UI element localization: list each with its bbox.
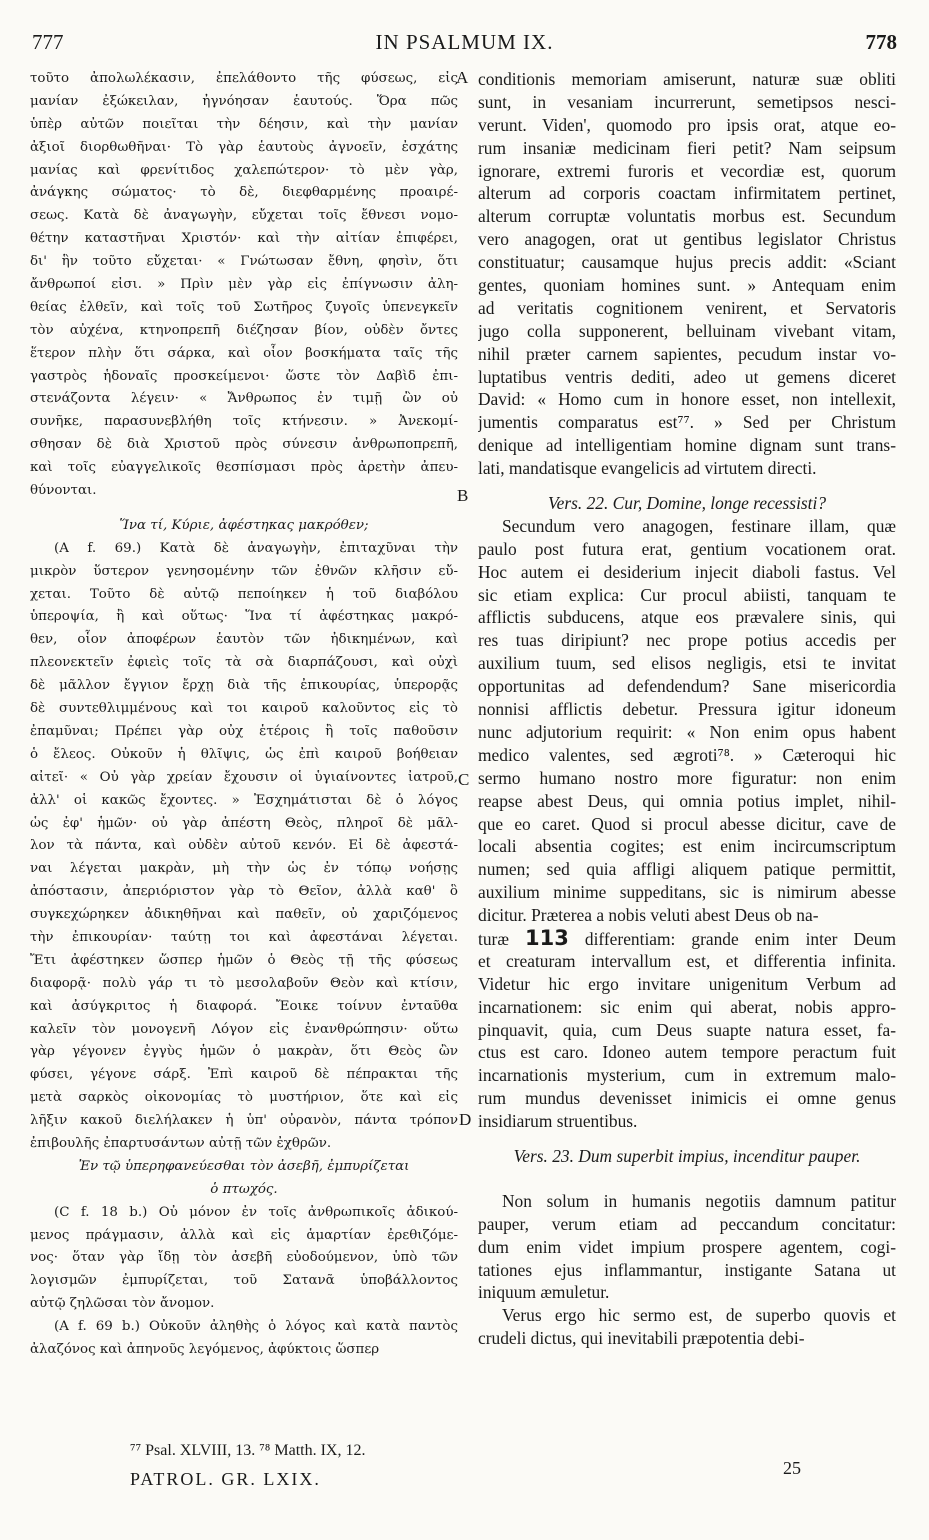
text-line: auxilium minime suppeditans, sic is nimirum abesse bbox=[478, 882, 896, 903]
text-line: verunt. Viden', quomodo pro ipsis orat, atque eo- bbox=[478, 114, 896, 135]
text-line: constituatur; causamque hujus precis addit: «Sciant bbox=[478, 252, 896, 273]
text-line: θέτην καταστῆναι Χριστόν· καὶ τὴν αἰτίαν ἐπιφέρει, bbox=[30, 231, 458, 247]
text-line: sermo humano nostro more figuratur: non enim bbox=[478, 767, 896, 788]
text-line: pauper, verum etiam ad peccandum concitatur: bbox=[478, 1213, 896, 1234]
text-line: paulo post futura erat, gentium vocationem orat. bbox=[478, 538, 896, 559]
text-line: λον τὰ πάντα, καὶ οὐδὲν αὐτοῦ κενόν. Εἰ δὲ ἀφεστά- bbox=[30, 838, 458, 854]
spacer bbox=[478, 1133, 896, 1145]
margin-letter-c: C bbox=[458, 770, 470, 789]
page-number-left: 777 bbox=[32, 30, 64, 54]
text-line: καὶ τοῖς εὐαγγελικοῖς θεσπίσμασι πρὸς ἀρετὴν ἀπευ- bbox=[30, 460, 458, 476]
text-line: afflictis subducens, atque eos prævalere sinis, qui bbox=[478, 607, 896, 628]
latin-verse-heading-23: Vers. 23. Dum superbit impius, incenditur pauper. bbox=[513, 1145, 861, 1166]
latin-text: differentiam: grande enim inter Deum bbox=[584, 928, 896, 949]
text-line: ἐπιβουλῆς ἐπαρτυσάντων αὐτῇ τῶν ἐχθρῶν. bbox=[30, 1135, 332, 1151]
greek-paragraph-3 bbox=[30, 1202, 458, 1316]
text-line: μικρὸν ὕστερον γενησομένην τῶν ἐθνῶν κλῆσιν εὔ- bbox=[30, 563, 458, 579]
text-line: Secundum vero anagogen, festinare illam, quæ bbox=[502, 515, 896, 536]
text-line: χεται. Τοῦτο δὲ αὐτῷ πεποίηκεν ἡ τοῦ διαβόλου bbox=[30, 586, 458, 602]
text-line: Hoc autem ei desiderium injecit diaboli fastus. Vel bbox=[478, 561, 896, 582]
spacer bbox=[478, 480, 896, 492]
text-line: τὸν αὐχένα, κτηνοπρεπῆ διέζησαν βίον, οὐδὲν ὄντες bbox=[30, 322, 458, 338]
latin-text: turæ bbox=[478, 928, 509, 949]
text-line: συνῆκε, παρασυνεβλήθη τοῖς κτήνεσιν. » Ἀνεκομί- bbox=[30, 414, 458, 430]
latin-paragraph-2 bbox=[478, 515, 896, 927]
text-line: ἀλλ' οἱ κακῶς ἔχοντες. » Ἐσχημάτισται δὲ ὁ λόγος bbox=[30, 792, 458, 808]
greek-paragraph-2 bbox=[30, 538, 458, 1156]
text-line: rum mundus devenisset inimicis ei omne genus bbox=[478, 1088, 896, 1109]
text-line: alterum corruptæ voluntatis morbus est. Secundum bbox=[478, 206, 896, 227]
text-line: γὰρ γέγονεν ἐγγὺς ἡμῶν ὁ μακρὰν, ὅτι Θεὸς ὢν bbox=[30, 1044, 458, 1060]
text-line: θεν, οἷον ἀποφέρων ἑαυτὸν τῶν ἠδικημένων, καὶ bbox=[30, 632, 458, 648]
text-line: dicitur. Præterea a nobis veluti abest Deus ob na- bbox=[478, 905, 819, 926]
greek-verse-heading-22: Ἵνα τί, Κύριε, ἀφέστηκας μακρόθεν; bbox=[119, 517, 369, 533]
latin-paragraph-4 bbox=[478, 1304, 896, 1350]
text-line: δὲ συντεθλιμμένους καὶ τοι καιροῦ καλοῦντος εἰς τὸ bbox=[30, 701, 458, 717]
text-line: ναι λέγεται μακρὰν, μὴ τὴν ὡς ἐν τόπῳ νοήσῃς bbox=[30, 861, 458, 877]
text-line: καλεῖν τὸν μονογενῆ Λόγον εἰς ἐνανθρώπησιν· οὕτω bbox=[30, 1021, 458, 1037]
text-line: γαστρὸς ἡδοναῖς προσκείμενοι· ὥστε τὸν Δαβὶδ ἐπι- bbox=[30, 368, 458, 384]
text-line: tationes ejus inflammantur, instigante Satana ut bbox=[478, 1259, 896, 1280]
text-line: Ἔτι ἀφέστηκεν ὥσπερ ἡμῶν ὁ Θεὸς τῇ τῆς φύσεως bbox=[30, 952, 458, 968]
text-line: nihil præter carnem sapientes, pecudum instar vo- bbox=[478, 343, 896, 364]
text-line: ignorare, extremi furoris et vecordiæ est, quorum bbox=[478, 160, 896, 181]
text-line: θείας ἐλθεῖν, καὶ τοῖς τοῦ Σωτῆρος ζυγοῖς ὑπενεγκεῖν bbox=[30, 299, 458, 315]
text-line: iniquum æmuletur. bbox=[478, 1282, 610, 1303]
text-line: alterum ad corporis coactam infirmitatem pertinet, bbox=[478, 183, 896, 204]
text-line: ἕτερον πλὴν ὅτι σάρκα, καὶ οἷον βοσκήματα ταῖς τῆς bbox=[30, 345, 458, 361]
text-line: ἀπόστασιν, ἀπεριόριστον γὰρ τὸ Θεῖον, ἀλλὰ καθ' ὃ bbox=[30, 884, 458, 900]
text-line: sunt, in vesaniam incurrerunt, semetipsos nesci- bbox=[478, 91, 896, 112]
greek-verse-heading-23-cont: ὁ πτωχός. bbox=[210, 1181, 278, 1197]
text-line: nunc adjutorium requirit: « Non enim opus habent bbox=[478, 721, 896, 742]
text-line: αἰτεῖ· « Οὐ γὰρ χρείαν ἔχουσιν οἱ ὑγιαίνοντες ἰατροῦ, bbox=[30, 769, 458, 785]
latin-paragraph-1 bbox=[478, 68, 896, 480]
text-line: pinquavit, quia, cum Deus suapte natura esset, fa- bbox=[478, 1019, 896, 1040]
text-line: μετὰ σαρκὸς οἰκονομίας τὸ μυστήριον, ὅτε καὶ εἰς bbox=[30, 1090, 458, 1106]
text-line: auxilium tuum, sed elisos negligis, etsi te invitat bbox=[478, 653, 896, 674]
text-line: conditionis memoriam amiserunt, naturæ suæ obliti bbox=[478, 69, 896, 89]
latin-paragraph-3 bbox=[478, 1190, 896, 1304]
text-line: crudeli dictus, qui inevitabili præpotentia debi- bbox=[478, 1328, 805, 1349]
running-title: IN PSALMUM IX. bbox=[375, 30, 554, 54]
text-line: (A f. 69.) Κατὰ δὲ ἀναγωγὴν, ἐπιταχῦναι τὴν bbox=[54, 540, 458, 556]
text-line: δι' ἣν τοῦτο εὔχεται· « Γνώτωσαν ἔθνη, φησὶν, ὅτι bbox=[30, 254, 458, 270]
text-line: ἄνθρωποί εἰσι. » Πρὶν μὲν γὰρ εἰς ἐπίγνωσιν ἀλη- bbox=[30, 277, 458, 293]
text-line: τὴν ἐπικουρίαν· ταύτῃ τοι καὶ ἀφεστάναι λέγεται. bbox=[30, 929, 458, 945]
margin-letter-a: A bbox=[456, 68, 469, 87]
column-number: 113 bbox=[524, 926, 569, 950]
text-line: ὑπὲρ αὐτῶν ποιεῖται τὴν δέησιν, καὶ τὴν μανίαν bbox=[30, 116, 458, 132]
text-line: θύνονται. bbox=[30, 483, 97, 499]
text-line: καὶ ἀσύγκριτος ἡ διαφορά. Ἔοικε τοίνυν ἐνταῦθα bbox=[30, 998, 458, 1014]
text-line: incarnationis mysterium, cum in extremum malo- bbox=[478, 1065, 896, 1086]
text-line: μενος πράγμασιν, ἀλλὰ καὶ εἰς ἁμαρτίαν ἐρεθιζόμε- bbox=[30, 1227, 458, 1243]
text-line: ἀνάγκης σώματος· τὸ δὲ, διεφθαρμένης προαιρέ- bbox=[30, 185, 458, 201]
text-line: et creaturam intervallum est, et differentia infinita. bbox=[478, 950, 896, 971]
text-line: incarnationem: sic enim qui aberat, nobis appro- bbox=[478, 996, 896, 1017]
text-line: ὡς ἐφ' ἡμῶν· οὐ γὰρ ἀπέστη Θεὸς, πληροῖ δὲ μᾶλ- bbox=[30, 815, 458, 831]
text-line: dum enim videt impium prospere agentem, cogi- bbox=[478, 1236, 896, 1257]
text-line: res tuas diripiunt? nec prope potius accedis per bbox=[478, 630, 896, 651]
text-line: ad veritatis cognitionem venirent, et Servatoris bbox=[478, 297, 896, 318]
text-line: lati, mandatisque evangelicis ad virtutem directi. bbox=[478, 458, 817, 479]
text-line: medico valentes, sed ægroti⁷⁸. » Cæteroqui hic bbox=[478, 744, 896, 765]
latin-verse-heading-22: Vers. 22. Cur, Domine, longe recessisti? bbox=[547, 493, 827, 514]
text-line: μανίας καὶ φρενίτιδος χαλεπώτερον· τὸ μὲν γὰρ, bbox=[30, 162, 458, 178]
text-line: que eo caret. Quod si procul abesse dicitur, cave de bbox=[478, 813, 896, 834]
margin-letter-b: B bbox=[457, 486, 469, 505]
text-line: nonnisi afflictis debetur. Pressura igitur idoneum bbox=[478, 699, 896, 720]
text-line: vero anagogen, orat ut gentibus legislator Christus bbox=[478, 229, 896, 250]
text-line: jumentis comparatus est⁷⁷. » Sed per Christum bbox=[478, 412, 896, 433]
text-line: αὐτῷ ζηλῶσαι τὸν ἄνομον. bbox=[30, 1296, 215, 1312]
text-line: τοῦτο ἀπολωλέκασιν, ἐπελάθοντο τῆς φύσεως, εἰς bbox=[30, 71, 458, 86]
text-line: insidiarum struentibus. bbox=[478, 1111, 638, 1132]
imprint: PATROL. GR. LXIX. bbox=[130, 1469, 321, 1489]
footnotes: ⁷⁷ Psal. XLVIII, 13. ⁷⁸ Matth. IX, 12. bbox=[130, 1442, 366, 1459]
text-line: νος· ὅταν γὰρ ἴδῃ τὸν ἀσεβῆ εὐοδούμενον, ὑπὸ τῶν bbox=[30, 1250, 458, 1266]
text-line: Non solum in humanis negotiis damnum patitur bbox=[502, 1190, 896, 1211]
text-line: μανίαν ἐξώκειλαν, ἠγνόησαν ἑαυτούς. Ὅρα πῶς bbox=[30, 93, 458, 109]
text-line: David: « Homo cum in honore esset, non intellexit, bbox=[478, 389, 896, 410]
text-line: ὑπεροψία, ἢ καὶ οὕτως· Ἵνα τί ἀφέστηκας μακρό- bbox=[30, 609, 458, 625]
text-line: στενάζοντα λέγειν· « Ἄνθρωπος ἐν τιμῇ ὢν οὐ bbox=[30, 391, 458, 407]
page-number-right: 778 bbox=[865, 30, 897, 54]
text-line: jugo colla supponerent, belluinam vivebant vitam, bbox=[478, 320, 896, 341]
text-line: luptatibus ventris dediti, adeo ut gemens diceret bbox=[478, 366, 896, 387]
text-line: σεως. Κατὰ δὲ ἀναγωγὴν, εὔχεται τοῖς ἔθνεσι νομο- bbox=[30, 208, 458, 224]
signature-mark: 25 bbox=[783, 1458, 801, 1478]
greek-column bbox=[30, 68, 458, 1362]
greek-paragraph-4 bbox=[30, 1316, 458, 1362]
text-line: συγκεχώρηκεν ἀδικηθῆναι καὶ παθεῖν, οὐ χαριζόμενος bbox=[30, 907, 458, 923]
text-line: (C f. 18 b.) Οὐ μόνον ἐν τοῖς ἀνθρωπικοῖς ἀδικού- bbox=[54, 1204, 458, 1220]
text-line: numen; sed quia affligi aliquem patique permittit, bbox=[478, 859, 896, 880]
text-line: ἀξιοῖ διορθωθῆναι· Τὸ γὰρ ἑαυτοὺς ἀγνοεῖν, ἐσχάτης bbox=[30, 139, 458, 155]
spacer bbox=[478, 1168, 896, 1190]
text-line: sic etiam explica: Cur procul abiisti, tanquam te bbox=[478, 584, 896, 605]
text-line: gentes, quoniam homines sunt. » Antequam enim bbox=[478, 275, 896, 296]
text-line: Verus ergo hic sermo est, de superbo quovis et bbox=[502, 1305, 896, 1326]
text-line: λογισμῶν ἐμπυρίζεται, τοῦ Σατανᾶ ὑποβάλλοντος bbox=[30, 1273, 458, 1289]
text-line: φύσει, γέγονε σάρξ. Ἐπὶ καιροῦ δὲ πέπρακται τῆς bbox=[30, 1067, 458, 1083]
text-line: λῆξιν κακοῦ διελήλακεν ἡ ὑπ' οὐρανὸν, πάντα τρόπον bbox=[30, 1113, 458, 1129]
latin-line-with-column-number bbox=[478, 927, 896, 950]
latin-paragraph-2-cont bbox=[478, 950, 896, 1133]
text-line: διαφορᾷ· πολὺ γάρ τι τὸ μεσολαβοῦν Θεὸν καὶ κτίσιν, bbox=[30, 975, 458, 991]
greek-verse-heading-23: Ἐν τῷ ὑπερηφανεύεσθαι τὸν ἀσεβῆ, ἐμπυρίζεται bbox=[78, 1158, 410, 1174]
greek-paragraph-1 bbox=[30, 68, 458, 503]
text-line: (A f. 69 b.) Οὐκοῦν ἀληθὴς ὁ λόγος καὶ κατὰ παντὸς bbox=[54, 1319, 458, 1335]
latin-column bbox=[478, 68, 896, 1350]
text-line: πλεονεκτεῖν ἐφιεὶς τοῖς τὰ σὰ διαρπάζουσι, καὶ οὐχὶ bbox=[30, 655, 458, 671]
text-line: σθησαν δὲ διὰ Χριστοῦ πρὸς σύνεσιν ἀνθρωποπρεπῆ, bbox=[30, 437, 458, 453]
text-line: ctus est caro. Idoneo autem tempore peractum fuit bbox=[478, 1042, 896, 1063]
text-line: δὲ μᾶλλον ἔγγιον ἔρχῃ διὰ τῆς ἐπικουρίας, ὑπερορᾷς bbox=[30, 678, 458, 694]
text-line: locali absentia cogites; est enim incircumscriptum bbox=[478, 836, 896, 857]
margin-letter-d: D bbox=[459, 1110, 472, 1129]
text-line: ἀλαζόνος καὶ ἀπηνοῦς λεγόμενος, ἀφύκτοις ὥσπερ bbox=[30, 1341, 380, 1357]
text-line: rum insaniæ medicinam fieri petit? Nam seipsum bbox=[478, 137, 896, 158]
text-line: opportunitas ad defendendum? Sane misericordia bbox=[478, 676, 896, 697]
text-line: ἐπαμῦναι; Πρέπει γὰρ οὐχ ἑτέροις ἢ τοῖς παθοῦσιν bbox=[30, 723, 458, 739]
spacer bbox=[30, 503, 458, 515]
text-line: Videtur hic ergo invitare unigenitum Verbum ad bbox=[478, 973, 896, 994]
text-line: reapse abest Deus, qui omnia potius implet, nihil- bbox=[478, 790, 896, 811]
text-line: denique ad intelligentiam homine dignam sunt trans- bbox=[478, 435, 896, 456]
text-line: ὁ ἔλεος. Οὐκοῦν ἡ θλῖψις, ὡς ἐπὶ καιροῦ βοήθειαν bbox=[30, 746, 458, 762]
